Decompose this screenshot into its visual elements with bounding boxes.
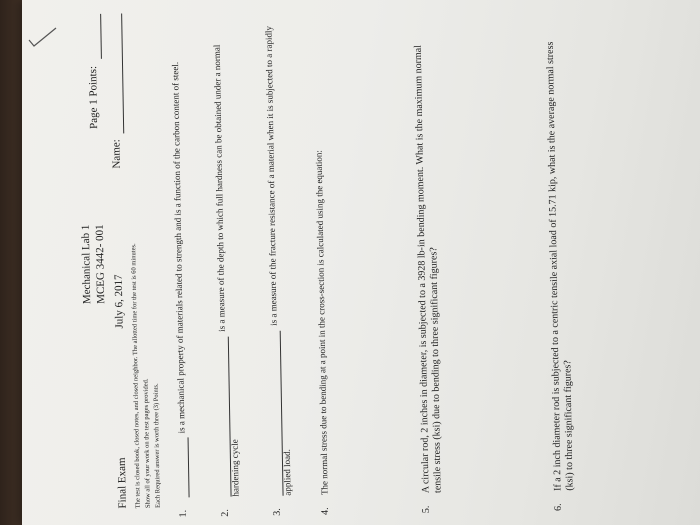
name-blank xyxy=(121,13,124,133)
instruction-line-1: The test is closed book, closed notes, and closed neighbor. The allotted time for the test is 60 minutes. xyxy=(130,243,142,509)
name-label: Name: xyxy=(110,139,123,169)
answer-blank xyxy=(188,437,190,497)
question-text: If a 2 inch diameter rod is subjected to a centric tensile axial load of 15.71 kip, what is the average normal stress (ksi) to three significant figures? xyxy=(544,41,576,492)
instruction-line-2: Show all of your work on the test pages provided. xyxy=(142,378,152,509)
question-number: 4. xyxy=(319,507,331,516)
question-number: 2. xyxy=(219,509,231,517)
question-text: is a mechanical property of materials related to strength and is a function of the carbon content of steel. xyxy=(169,61,187,434)
question-text: is a measure of the depth to which full hardness can be obtained under a normal hardening cycle xyxy=(211,44,241,497)
exam-date: July 6, 2017 xyxy=(112,274,126,329)
question-number: 6. xyxy=(552,503,564,512)
course-title: Mechanical Lab 1 xyxy=(79,224,94,305)
question-number: 5. xyxy=(420,505,432,514)
instruction-line-3: Each Required answer is worth three (3) Points. xyxy=(152,383,162,508)
question-number: 1. xyxy=(177,509,189,518)
points-blank xyxy=(100,14,102,59)
course-code: MCEG 3442- 001 xyxy=(93,224,108,304)
question-text: is a measure of the fracture resistance of a material when it is subjected to a rapidly applied load. xyxy=(263,25,293,496)
question-text: The normal stress due to bending at a point in the cross-section is calculated using the equation: xyxy=(313,150,330,496)
question-text: A circular rod, 2 inches in diameter, is subjected to a 3928 lb-in bending moment. What is the maximum normal tensile stress (ksi) due to bending to three significant figures? xyxy=(412,44,444,494)
exam-page xyxy=(16,0,685,525)
page-points-label: Page 1 Points: xyxy=(87,65,101,130)
question-number: 3. xyxy=(271,508,283,516)
exam-title: Final Exam xyxy=(115,457,129,509)
